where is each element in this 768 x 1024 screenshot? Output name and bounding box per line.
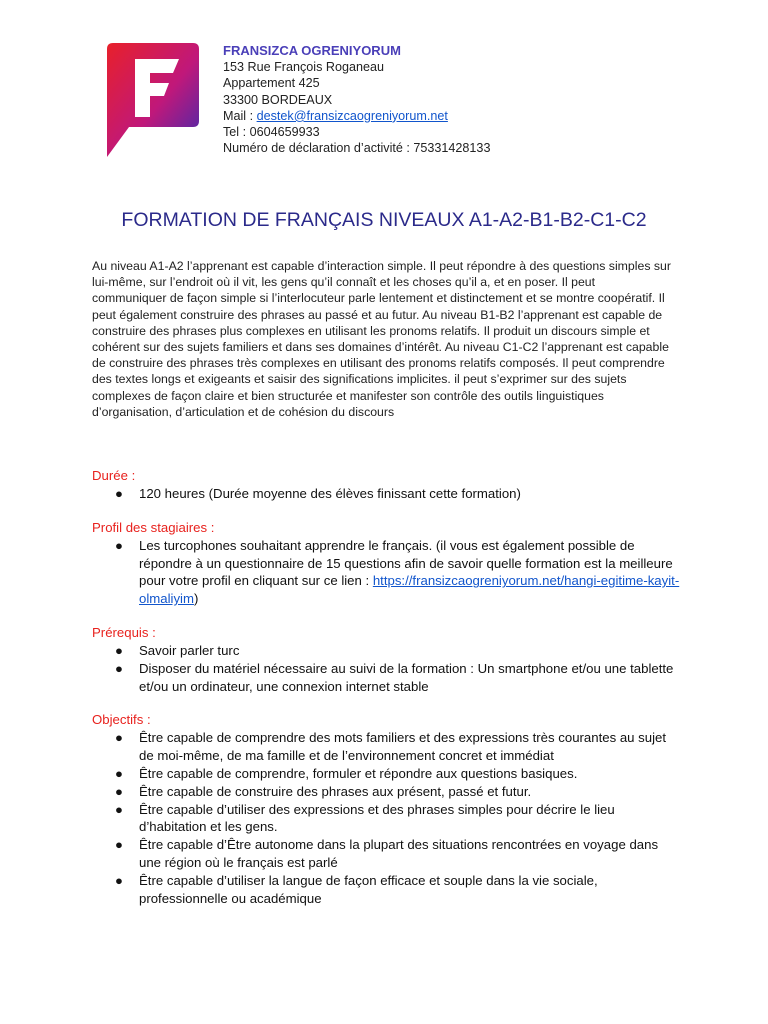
company-info: [223, 43, 490, 156]
mail-line: [223, 108, 490, 124]
bullet-icon: ●: [115, 486, 123, 501]
bullet-icon: ●: [115, 872, 123, 888]
profil-after: ): [193, 591, 199, 607]
bullet-icon: ●: [115, 837, 123, 853]
bullet-icon: ●: [115, 765, 123, 781]
list-item: [92, 765, 682, 783]
list-item: [92, 836, 682, 872]
prerequis-title: Prérequis :: [92, 624, 156, 640]
bullet-icon: ●: [115, 783, 123, 799]
f-letter-logo-icon: [107, 43, 199, 157]
list-item-text: Être capable de construire des phrases aux présent, passé et futur.: [139, 783, 532, 799]
list-item: [92, 537, 682, 608]
intro-paragraph: Au niveau A1-A2 l’apprenant est capable d’interaction simple. Il peut répondre à des questions simples sur lui-même, sur l’endroit où il vit, les gens qu’il connaît et les choses qu’il a, et en poser. Il peut communiquer de façon simple si l’interlocuteur parle lentement et distinctement et se montre coopératif. Il peut également construire des phrases au passé et au futur. Au niveau B1-B2 l’apprenant est capable de construire des phrases plus complexes en utilisant les pronoms relatifs. Il produit un discours simple et cohérent sur des sujets familiers et dans ses domaines d’intérêt. Au niveau C1-C2 l’apprenant est capable de construire des phrases très complexes en utilisant des pronoms relatifs composés. Il peut comprendre des textes longs et exigeants et saisir des significations implicites. il peut s’exprimer sur des sujets complexes de façon claire et bien structurée et manifester son contrôle des outils linguistiques d’organisation, d’articulation et de cohésion du discours: [92, 259, 671, 419]
duree-title: Durée :: [92, 468, 136, 483]
duree-list: [92, 485, 682, 503]
list-item: [92, 660, 682, 696]
sections: [92, 467, 682, 923]
profil-list: [92, 537, 682, 608]
prerequis-list: [92, 642, 682, 695]
bullet-icon: ●: [115, 537, 123, 553]
list-item: [92, 485, 682, 503]
objectifs-section: [92, 711, 682, 907]
list-item-text: Disposer du matériel nécessaire au suivi de la formation : Un smartphone et/ou une tablette et/ou un ordinateur, une connexion internet stable: [139, 660, 674, 694]
list-item-text: Être capable de comprendre des mots familiers et des expressions très courantes au sujet de moi-même, de ma famille et de l’environnement concret et immédiat: [139, 730, 667, 764]
list-item: [92, 642, 682, 660]
list-item-text: Être capable d’Être autonome dans la plupart des situations rencontrées en voyage dans une région où le français est parlé: [139, 837, 659, 870]
address-line-1: 153 Rue François Roganeau: [223, 60, 385, 75]
duree-section: [92, 467, 682, 503]
objectifs-list: [92, 729, 682, 907]
list-item-text: Être capable d’utiliser des expressions et des phrases simples pour décrire le lieu d’habitation et les gens.: [139, 801, 615, 835]
list-item: [92, 801, 682, 837]
objectifs-title: Objectifs :: [92, 712, 151, 728]
tel-line: Tel : 0604659933: [223, 125, 320, 140]
address-line-2: Appartement 425: [223, 76, 320, 91]
list-item: [92, 783, 682, 801]
bullet-icon: ●: [115, 660, 123, 676]
prerequis-section: [92, 624, 682, 695]
bullet-icon: ●: [115, 730, 123, 746]
list-item: [92, 729, 682, 765]
mail-label: Mail :: [223, 108, 257, 123]
page-title: FORMATION DE FRANÇAIS NIVEAUX A1-A2-B1-B2-C1-C2: [121, 209, 647, 231]
bullet-icon: ●: [115, 801, 123, 817]
list-item-text: Être capable de comprendre, formuler et répondre aux questions basiques.: [139, 765, 578, 781]
profil-section: [92, 519, 682, 608]
address-line-3: 33300 BORDEAUX: [223, 92, 333, 107]
list-item-text: Savoir parler turc: [139, 642, 240, 658]
company-name: FRANSIZCA OGRENIYORUM: [223, 43, 401, 58]
declaration-line: Numéro de déclaration d’activité : 75331428133: [223, 141, 491, 156]
profil-title: Profil des stagiaires :: [92, 519, 215, 535]
bullet-icon: ●: [115, 642, 123, 658]
questionnaire-link[interactable]: https://fransizcaogreniyorum.net/hangi-egitime-kayit-olmaliyim: [139, 573, 680, 607]
list-item-text: Être capable d’utiliser la langue de façon efficace et souple dans la vie sociale, professionnelle ou académique: [139, 872, 598, 906]
profil-text: Les turcophones souhaitant apprendre le français. (il vous est également possible de répondre à un questionnaire de 15 questions afin de savoir quelle formation est la meilleure pour votre profil en cliquant sur ce lien :: [139, 537, 673, 589]
list-item-text: 120 heures (Durée moyenne des élèves finissant cette formation): [139, 486, 521, 501]
list-item: [92, 872, 682, 908]
mail-link[interactable]: destek@fransizcaogreniyorum.net: [256, 108, 448, 123]
